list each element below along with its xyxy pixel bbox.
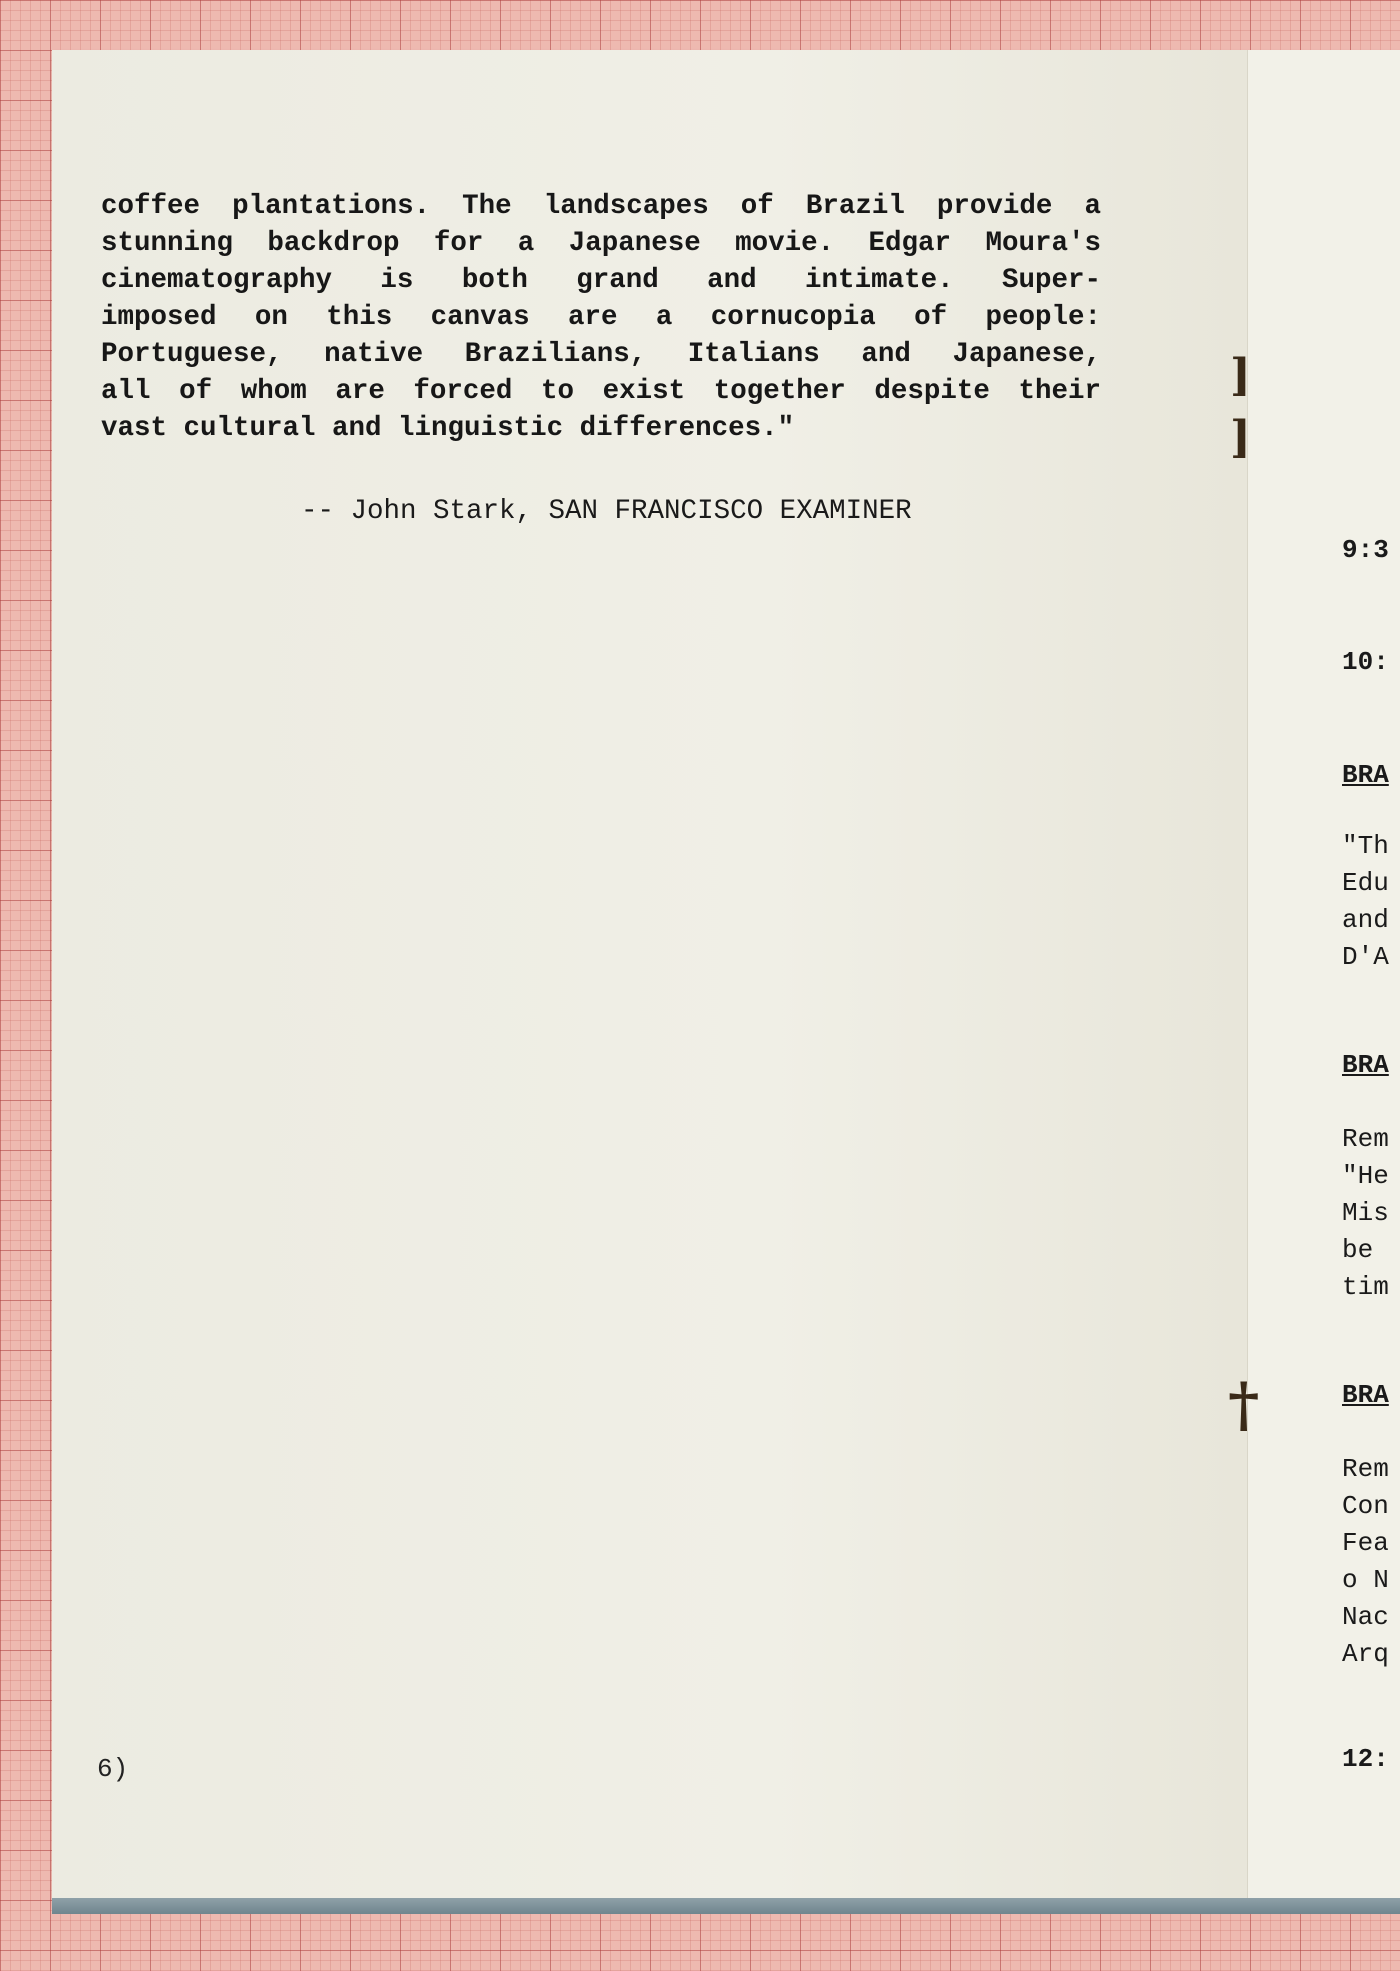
quote-line: vast cultural and linguistic differences." [101, 413, 795, 444]
right-page-text: Arq [1342, 1639, 1389, 1669]
right-page-text: D'A [1342, 942, 1389, 972]
right-page-time: 10: [1342, 647, 1389, 677]
right-page-time: 9:3 [1342, 535, 1389, 565]
right-page-text: "Th [1342, 831, 1389, 861]
review-quote [101, 188, 1101, 447]
right-page-time: 12: [1342, 1744, 1389, 1774]
right-page-text: o N [1342, 1565, 1389, 1595]
right-page-text: Fea [1342, 1528, 1389, 1558]
right-page-heading: BRA [1342, 1050, 1389, 1080]
staple-mark: ] [1230, 350, 1251, 401]
sheet-bottom-edge [52, 1898, 1400, 1914]
right-page-text: Rem [1342, 1124, 1389, 1154]
right-page-text: tim [1342, 1272, 1389, 1302]
staple-mark: ] [1230, 412, 1251, 463]
page-number: 6) [97, 1754, 129, 1784]
right-page-text: "He [1342, 1161, 1389, 1191]
quote-line: Portuguese, native Brazilians, Italians and Japanese, [101, 339, 1101, 370]
right-page-text: be [1342, 1235, 1374, 1265]
right-page-text: Mis [1342, 1198, 1389, 1228]
staple-mark: † [1228, 1370, 1260, 1440]
quote-line: coffee plantations. The landscapes of Brazil provide a [101, 191, 1101, 222]
right-page-text: Rem [1342, 1454, 1389, 1484]
quote-line: stunning backdrop for a Japanese movie. Edgar Moura's [101, 228, 1101, 259]
right-page-text: and [1342, 905, 1389, 935]
right-page-text: Nac [1342, 1602, 1389, 1632]
quote-line: cinematography is both grand and intimate. Super- [101, 265, 1101, 296]
right-page-text: Edu [1342, 868, 1389, 898]
show-through-text [100, 610, 116, 640]
right-page-text: Con [1342, 1491, 1389, 1521]
right-page-heading: BRA [1342, 760, 1389, 790]
quote-line: imposed on this canvas are a cornucopia of people: [101, 302, 1101, 333]
quote-attribution: -- John Stark, SAN FRANCISCO EXAMINER [301, 496, 912, 527]
right-page-heading: BRA [1342, 1380, 1389, 1410]
quote-line: all of whom are forced to exist together despite their [101, 376, 1101, 407]
